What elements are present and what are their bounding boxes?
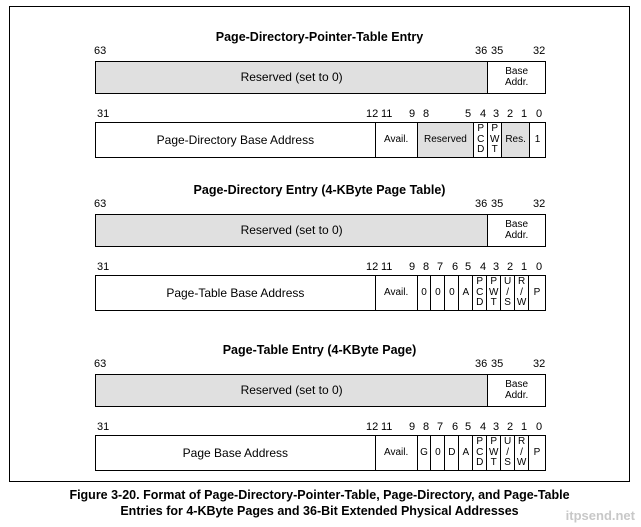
base-address-field	[96, 276, 376, 310]
bit-number: 9	[409, 261, 416, 273]
lower-dword-register	[95, 122, 546, 158]
bit-number: 6	[452, 261, 459, 273]
field-label: 0	[449, 286, 455, 298]
bit-number: 2	[507, 421, 514, 433]
upper-dword-register	[95, 374, 546, 407]
bit-number: 12	[366, 108, 379, 120]
flag-field	[376, 123, 418, 157]
flag-field	[502, 123, 530, 157]
bit-number: 4	[480, 108, 487, 120]
flag-field	[445, 276, 459, 310]
field-label: Avail.	[384, 133, 409, 145]
field-label: 0	[421, 286, 427, 298]
bit-number: 32	[533, 198, 546, 210]
reserved-field	[96, 215, 488, 246]
bit-number: 0	[536, 261, 543, 273]
flag-field	[459, 276, 473, 310]
flag-field	[473, 436, 487, 470]
field-label: P C D	[476, 436, 484, 469]
field-label: Reserved (set to 0)	[240, 383, 343, 398]
bit-number: 63	[94, 358, 107, 370]
field-label: P	[533, 446, 541, 458]
bit-number: 32	[533, 358, 546, 370]
field-label: Avail.	[384, 286, 409, 298]
field-label: Avail.	[384, 446, 409, 458]
bit-number: 1	[521, 421, 528, 433]
flag-field	[431, 276, 445, 310]
field-label: Page-Directory Base Address	[156, 132, 315, 147]
bit-number: 11	[381, 261, 393, 273]
field-label: U / S	[504, 276, 512, 309]
field-label: Res.	[505, 133, 526, 145]
flag-field	[376, 436, 418, 470]
bit-number: 5	[465, 108, 472, 120]
field-label: R / W	[516, 276, 527, 309]
field-label: 0	[435, 286, 441, 298]
flag-field	[501, 276, 515, 310]
field-label: 0	[435, 446, 441, 458]
lower-dword-register	[95, 435, 546, 471]
bit-number: 12	[366, 421, 379, 433]
bit-number: 9	[409, 421, 416, 433]
field-label: Reserved (set to 0)	[240, 70, 343, 85]
field-label: P W T	[489, 123, 500, 156]
base-addr-field	[488, 375, 545, 406]
flag-field	[376, 276, 418, 310]
flag-field	[474, 123, 488, 157]
flag-field	[473, 276, 487, 310]
flag-field	[487, 276, 501, 310]
field-label: Base Addr.	[504, 219, 529, 241]
field-label: Page Base Address	[182, 445, 289, 460]
flag-field	[529, 276, 545, 310]
caption-line-1: Figure 3-20. Format of Page-Directory-Pointer-Table, Page-Directory, and Page-Table	[69, 488, 570, 502]
reserved-field	[96, 62, 488, 93]
reserved-field	[96, 375, 488, 406]
flag-field	[529, 436, 545, 470]
field-label: P	[533, 286, 541, 298]
field-label: P W T	[488, 276, 499, 309]
bit-number: 3	[493, 421, 500, 433]
field-label: P W T	[488, 436, 499, 469]
caption-line-2: Entries for 4-KByte Pages and 36-Bit Extended Physical Addresses	[120, 504, 519, 518]
bit-number: 0	[536, 108, 543, 120]
flag-field	[501, 436, 515, 470]
bit-number: 12	[366, 261, 379, 273]
figure-caption	[9, 487, 630, 519]
bit-number: 3	[493, 108, 500, 120]
bit-number: 7	[437, 261, 444, 273]
flag-field	[459, 436, 473, 470]
bit-number: 8	[423, 261, 430, 273]
bit-number: 5	[465, 261, 472, 273]
bit-number: 31	[97, 261, 110, 273]
field-label: D	[448, 446, 456, 458]
bit-number: 6	[452, 421, 459, 433]
field-label: 1	[534, 133, 541, 145]
field-label: P C D	[477, 123, 485, 156]
flag-field	[488, 123, 502, 157]
upper-dword-register	[95, 214, 546, 247]
flag-field	[431, 436, 445, 470]
bit-number: 9	[409, 108, 416, 120]
field-label: Reserved (set to 0)	[240, 223, 343, 238]
field-label: G	[420, 446, 428, 458]
field-label: Reserved	[424, 133, 467, 145]
bit-number: 36	[475, 198, 488, 210]
bit-number: 2	[507, 261, 514, 273]
section-title: Page-Table Entry (4-KByte Page)	[222, 343, 417, 357]
bit-number: 1	[521, 108, 528, 120]
flag-field	[418, 123, 475, 157]
bit-number: 36	[475, 358, 488, 370]
section-title: Page-Directory Entry (4-KByte Page Table)	[193, 183, 446, 197]
field-label: A	[462, 286, 470, 298]
bit-number: 35	[491, 358, 504, 370]
bit-number: 1	[521, 261, 528, 273]
bit-number: 2	[507, 108, 514, 120]
field-label: Page-Table Base Address	[166, 285, 305, 300]
flag-field	[445, 436, 459, 470]
bit-number: 5	[465, 421, 472, 433]
bit-number: 35	[491, 45, 504, 57]
field-label: Base Addr.	[504, 66, 529, 88]
bit-number: 8	[423, 108, 430, 120]
bit-number: 31	[97, 421, 110, 433]
flag-field	[418, 276, 432, 310]
bit-number: 36	[475, 45, 488, 57]
flag-field	[515, 276, 529, 310]
bit-number: 11	[381, 108, 393, 120]
bit-number: 3	[493, 261, 500, 273]
flag-field	[418, 436, 432, 470]
field-label: A	[462, 446, 470, 458]
base-address-field	[96, 123, 376, 157]
flag-field	[515, 436, 529, 470]
bit-number: 0	[536, 421, 543, 433]
bit-number: 32	[533, 45, 546, 57]
bit-number: 8	[423, 421, 430, 433]
base-address-field	[96, 436, 376, 470]
field-label: U / S	[504, 436, 512, 469]
section-title: Page-Directory-Pointer-Table Entry	[215, 30, 424, 44]
bit-number: 63	[94, 198, 107, 210]
bit-number: 35	[491, 198, 504, 210]
bit-number: 7	[437, 421, 444, 433]
base-addr-field	[488, 62, 545, 93]
upper-dword-register	[95, 61, 546, 94]
bit-number: 4	[480, 261, 487, 273]
lower-dword-register	[95, 275, 546, 311]
bit-number: 4	[480, 421, 487, 433]
bit-number: 31	[97, 108, 110, 120]
field-label: P C D	[476, 276, 484, 309]
bit-number: 11	[381, 421, 393, 433]
base-addr-field	[488, 215, 545, 246]
flag-field	[530, 123, 545, 157]
watermark: itpsend.net	[565, 508, 635, 523]
flag-field	[487, 436, 501, 470]
bit-number: 63	[94, 45, 107, 57]
field-label: R / W	[516, 436, 527, 469]
field-label: Base Addr.	[504, 379, 529, 401]
